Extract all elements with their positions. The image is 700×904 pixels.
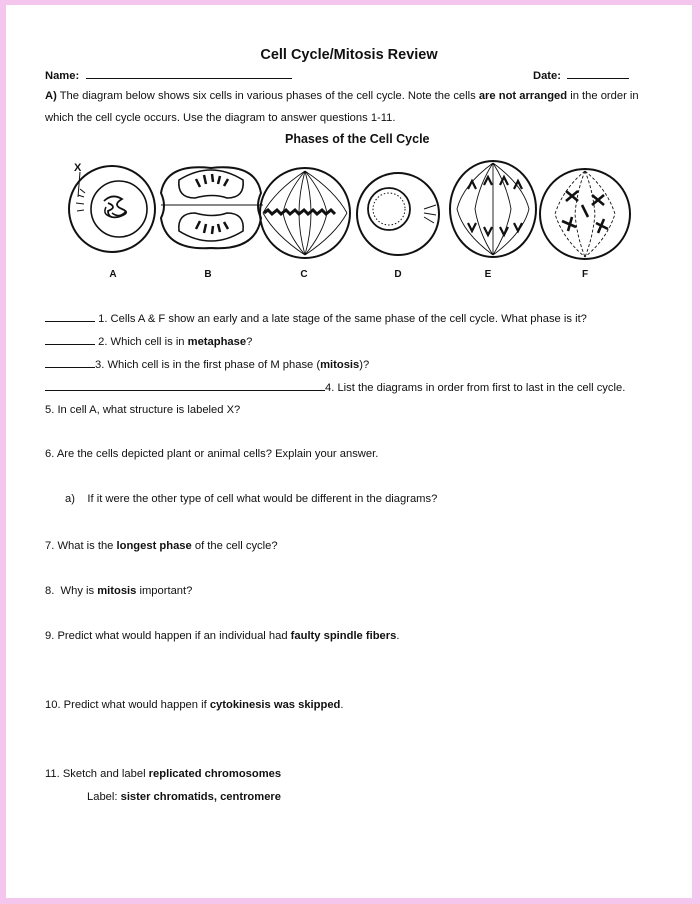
name-row xyxy=(45,67,292,83)
intro-line-2: which the cell cycle occurs. Use the diagram to answer questions 1-11. xyxy=(45,112,396,124)
question-11: 11. Sketch and label replicated chromosomes xyxy=(45,768,282,780)
intro-emphasis: are not arranged xyxy=(478,90,568,102)
cell-e xyxy=(450,161,536,257)
name-label: Name: xyxy=(45,70,80,82)
intro-label: A) xyxy=(45,90,57,102)
answer-blank-2[interactable] xyxy=(45,333,95,345)
answer-blank-1[interactable] xyxy=(45,310,95,322)
intro-text: The diagram below shows six cells in various phases of the cell cycle. Note the cells xyxy=(56,90,479,102)
question-4: 4. List the diagrams in order from first to last in the cell cycle. xyxy=(45,379,625,395)
cell-d xyxy=(357,173,439,255)
cell-f xyxy=(540,169,630,259)
question-11-label: Label: sister chromatids, centromere xyxy=(87,791,282,803)
question-7: 7. What is the longest phase of the cell cycle? xyxy=(45,540,278,552)
cell-label-f: F xyxy=(581,269,589,280)
name-field[interactable] xyxy=(86,67,292,79)
cell-label-b: B xyxy=(204,269,212,280)
answer-blank-3[interactable] xyxy=(45,356,95,368)
date-label: Date: xyxy=(533,70,561,82)
cell-c xyxy=(260,168,350,258)
question-5: 5. In cell A, what structure is labeled X? xyxy=(45,404,241,416)
question-6: 6. Are the cells depicted plant or animal cells? Explain your answer. xyxy=(45,448,379,460)
date-row xyxy=(533,67,629,83)
cell-label-a: A xyxy=(109,269,117,280)
intro-line-1 xyxy=(45,89,639,103)
diagram-title: Phases of the Cell Cycle xyxy=(285,132,430,146)
cell-b xyxy=(161,167,263,248)
question-3: 3. Which cell is in the first phase of M phase (mitosis)? xyxy=(45,356,369,372)
question-10: 10. Predict what would happen if cytokinesis was skipped. xyxy=(45,699,344,711)
question-6a: a) If it were the other type of cell what would be different in the diagrams? xyxy=(65,493,438,505)
question-2: 2. Which cell is in metaphase? xyxy=(45,333,252,349)
question-1: 1. Cells A & F show an early and a late stage of the same phase of the cell cycle. What phase is it? xyxy=(45,310,587,326)
cell-label-d: D xyxy=(394,269,402,280)
question-8: 8. Why is mitosis important? xyxy=(45,585,193,597)
intro-text: in the order in xyxy=(567,90,639,102)
cell-a xyxy=(69,166,155,252)
cell-label-e: E xyxy=(484,269,492,280)
page-title: Cell Cycle/Mitosis Review xyxy=(260,47,438,63)
diagram-pointer-label: X xyxy=(74,162,82,174)
cell-label-c: C xyxy=(300,269,308,280)
question-9: 9. Predict what would happen if an individual had faulty spindle fibers. xyxy=(45,630,400,642)
cell-cycle-diagram xyxy=(6,143,692,283)
date-field[interactable] xyxy=(567,67,629,79)
answer-blank-4[interactable] xyxy=(45,379,325,391)
worksheet-page xyxy=(6,5,692,898)
